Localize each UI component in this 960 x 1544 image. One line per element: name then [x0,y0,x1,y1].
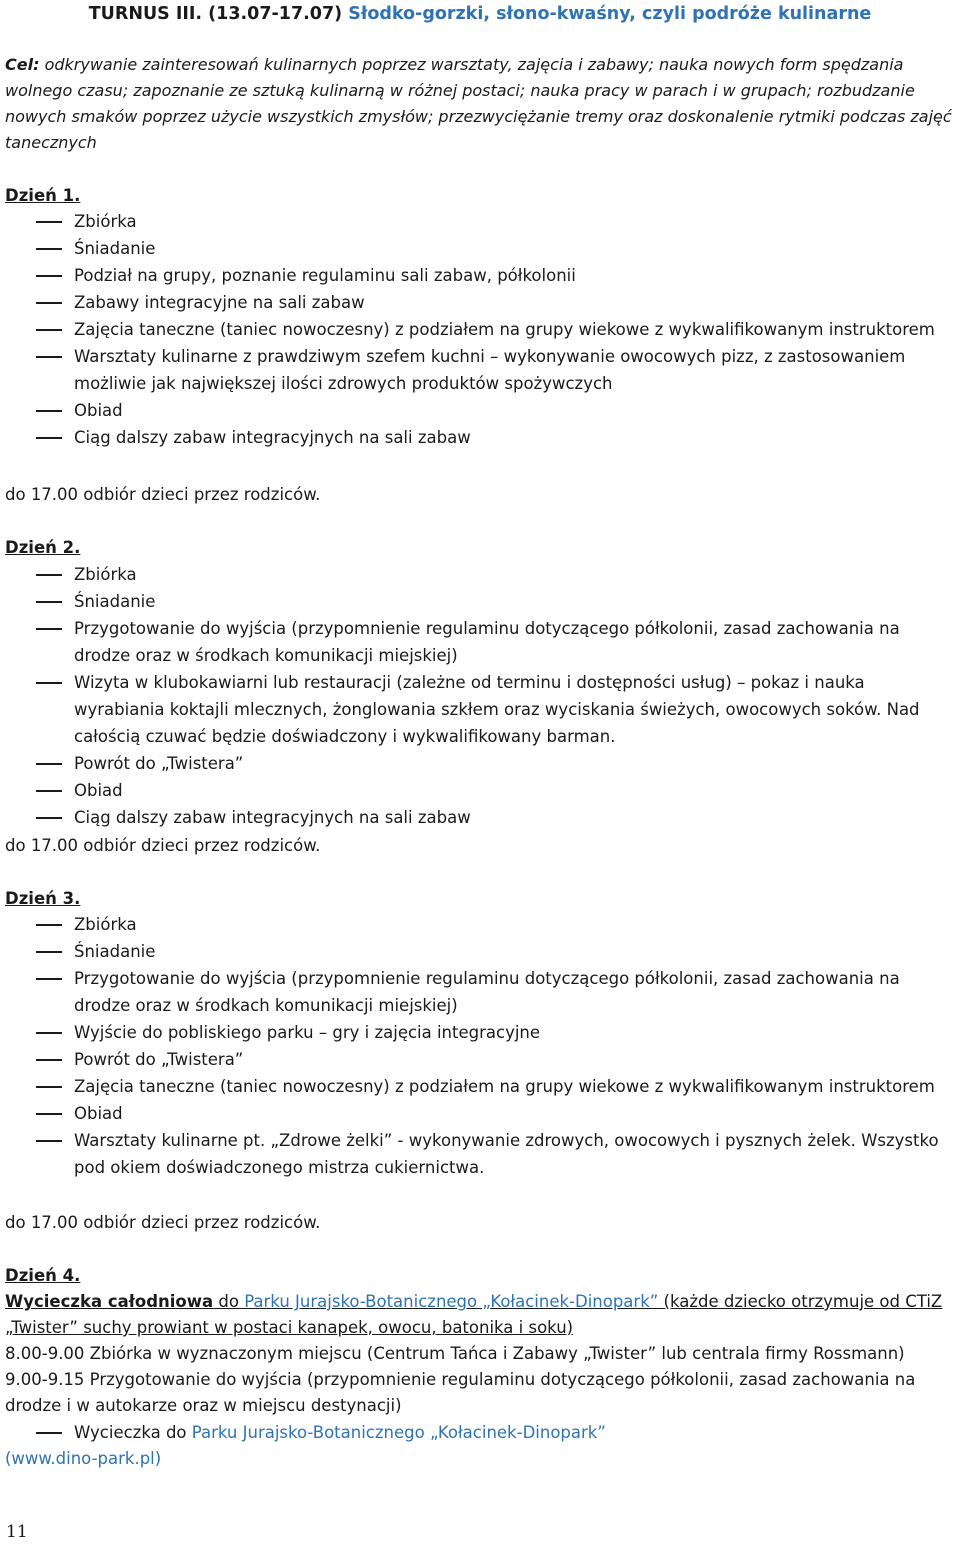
list-item: Powrót do „Twistera” [0,1046,954,1073]
list-item: Wyjście do pobliskiego parku – gry i zajęcia integracyjne [0,1019,954,1046]
dash-bullet [36,329,62,331]
goal-text: odkrywanie zainteresowań kulinarnych poprzez warsztaty, zajęcia i zabawy; nauka nowych form spędzania wolnego czasu; zapoznanie ze sztuką kulinarną w różnej postaci; nauka pracy w parach i w grupach; rozbudzanie nowych smaków poprzez użycie wszystkich zmysłów; przezwyciężanie tremy oraz doskonalenie rytmiki podczas zajęć tanecznych [5,55,952,152]
list-item: Zbiórka [0,561,954,588]
dash-bullet [36,763,62,765]
goal-label: Cel: [5,55,40,74]
day-4-trip-summary: Wycieczka całodniowa do Parku Jurajsko-Botanicznego „Kołacinek-Dinopark” (każde dziecko otrzymuje od CTiZ „Twister” suchy prowiant w postaci kanapek, owocu, batonika i soku) [5,1292,943,1337]
list-item: Podział na grupy, poznanie regulaminu sali zabaw, półkolonii [0,262,954,289]
list-item: Obiad [0,397,954,424]
list-item: Przygotowanie do wyjścia (przypomnienie regulaminu dotyczącego półkolonii, zasad zachowania na drodze oraz w środkach komunikacji miejskiej) [0,965,954,1019]
goal-paragraph [5,52,953,156]
list-item: Wycieczka do Parku Jurajsko-Botanicznego „Kołacinek-Dinopark” [0,1419,954,1446]
dash-bullet [36,1086,62,1088]
dash-bullet [36,951,62,953]
dash-bullet [36,1140,62,1142]
list-item: Zbiórka [0,208,954,235]
list-item: Przygotowanie do wyjścia (przypomnienie regulaminu dotyczącego półkolonii, zasad zachowania na drodze oraz w środkach komunikacji miejskiej) [0,615,954,669]
list-item: Warsztaty kulinarne pt. „Zdrowe żelki” - wykonywanie zdrowych, owocowych i pysznych żelek. Wszystko pod okiem doświadczonego mistrza cukiernictwa. [0,1127,954,1181]
day-2-list [0,561,960,831]
dash-bullet [36,1432,62,1434]
dash-bullet [36,437,62,439]
page-number: 11 [6,1522,28,1542]
dash-bullet [36,1032,62,1034]
list-item: Powrót do „Twistera” [0,750,954,777]
dash-bullet [36,601,62,603]
list-item: Śniadanie [0,938,954,965]
day-4-schedule-1: 8.00-9.00 Zbiórka w wyznaczonym miejscu (Centrum Tańca i Zabawy „Twister” lub centrala firmy Rossmann) [5,1344,905,1363]
dash-bullet [36,410,62,412]
page-title [0,2,960,26]
list-item: Zabawy integracyjne na sali zabaw [0,289,954,316]
dash-bullet [36,924,62,926]
list-item: Zajęcia taneczne (taniec nowoczesny) z podziałem na grupy wiekowe z wykwalifikowanym instruktorem [0,1073,954,1100]
dash-bullet [36,221,62,223]
list-item: Warsztaty kulinarne z prawdziwym szefem kuchni – wykonywanie owocowych pizz, z zastosowaniem możliwie jak największej ilości zdrowych produktów spożywczych [0,343,954,397]
list-item: Ciąg dalszy zabaw integracyjnych na sali zabaw [0,424,954,451]
turnus-theme: Słodko-gorzki, słono-kwaśny, czyli podróże kulinarne [348,4,872,24]
dash-bullet [36,1113,62,1115]
day-4-list [0,1419,960,1446]
day-3-heading: Dzień 3. [5,889,81,908]
dash-bullet [36,275,62,277]
day-3-list [0,911,960,1181]
list-item: Śniadanie [0,588,954,615]
day-1-list [0,208,960,451]
dinopark-website-link[interactable]: (www.dino-park.pl) [5,1449,162,1468]
dinopark-link[interactable]: Parku Jurajsko-Botanicznego „Kołacinek-Dinopark” [191,1423,606,1442]
day-3-pickup-note: do 17.00 odbiór dzieci przez rodziców. [5,1213,321,1232]
dash-bullet [36,817,62,819]
dash-bullet [36,302,62,304]
list-item: Obiad [0,777,954,804]
dash-bullet [36,356,62,358]
list-item: Ciąg dalszy zabaw integracyjnych na sali zabaw [0,804,954,831]
dinopark-link[interactable]: Parku Jurajsko-Botanicznego „Kołacinek-Dinopark” [244,1292,659,1311]
trip-label: Wycieczka całodniowa [5,1292,214,1311]
dash-bullet [36,248,62,250]
day-1-heading: Dzień 1. [5,186,81,205]
dash-bullet [36,1059,62,1061]
day-4-schedule-2: 9.00-9.15 Przygotowanie do wyjścia (przypomnienie regulaminu dotyczącego półkolonii, zasad zachowania na drodze i w autokarze oraz w miejscu destynacji) [5,1370,916,1415]
list-item: Zbiórka [0,911,954,938]
dash-bullet [36,574,62,576]
list-item: Wizyta w klubokawiarni lub restauracji (zależne od terminu i dostępności usług) – pokaz i nauka wyrabiania koktajli mlecznych, żonglowania szkłem oraz wyciskania świeżych, owocowych soków. Nad całością czuwać będzie doświadczony i wykwalifikowany barman. [0,669,954,750]
dash-bullet [36,978,62,980]
day-2-heading: Dzień 2. [5,538,81,557]
dash-bullet [36,790,62,792]
list-item: Zajęcia taneczne (taniec nowoczesny) z podziałem na grupy wiekowe z wykwalifikowanym instruktorem [0,316,954,343]
turnus-label: TURNUS III. (13.07-17.07) [88,4,343,24]
day-2-pickup-note: do 17.00 odbiór dzieci przez rodziców. [5,836,321,855]
list-item: Obiad [0,1100,954,1127]
list-item: Śniadanie [0,235,954,262]
dash-bullet [36,682,62,684]
day-4-heading: Dzień 4. [5,1266,81,1285]
day-1-pickup-note: do 17.00 odbiór dzieci przez rodziców. [5,485,321,504]
dash-bullet [36,628,62,630]
